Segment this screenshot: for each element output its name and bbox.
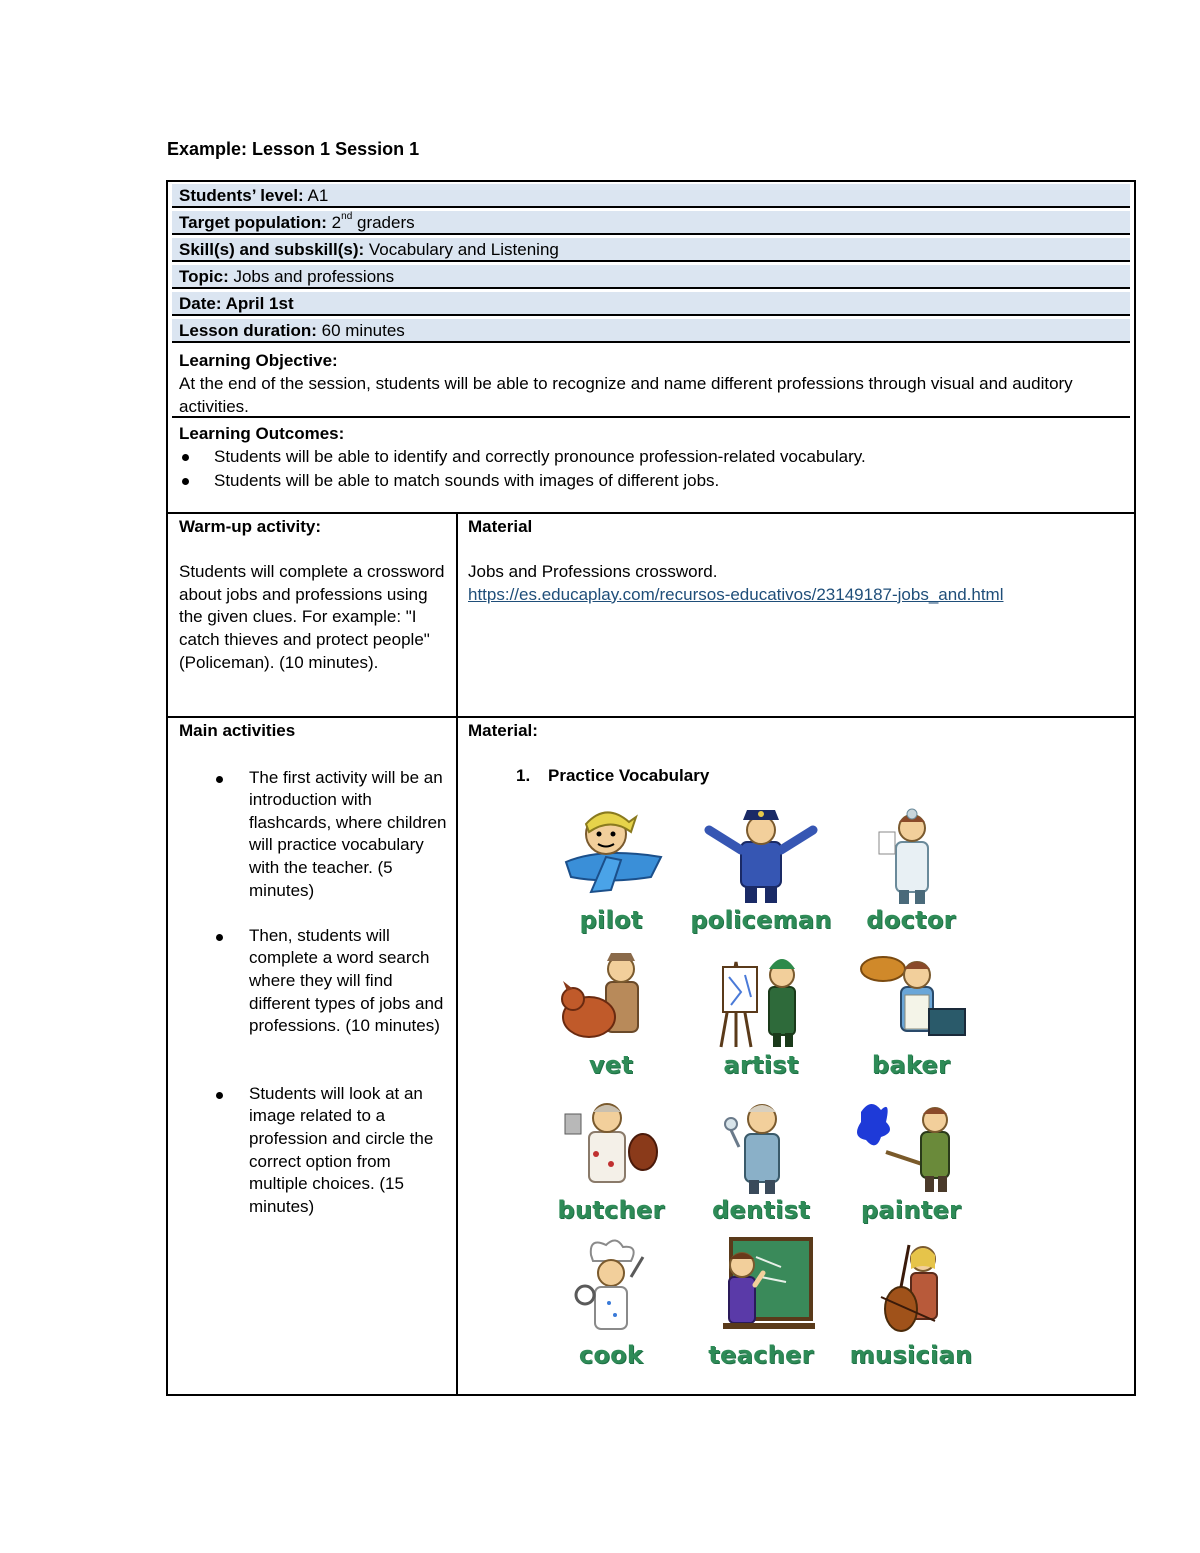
activities-list <box>179 767 451 1219</box>
list-item: Students will be able to identify and correctly pronounce profession-related vocabulary. <box>179 445 1130 469</box>
list-item: The first activity will be an introduction with flashcards, where children will practice vocabulary with the teacher. (5 minutes) <box>179 767 451 903</box>
job-card-painter <box>836 1092 986 1232</box>
job-label: artist <box>723 1051 799 1079</box>
material-heading: Material: <box>468 721 538 740</box>
job-label: musician <box>849 1341 973 1369</box>
painter-illustration-icon <box>851 1092 971 1197</box>
job-card-doctor <box>836 802 986 942</box>
row-date <box>172 292 1130 316</box>
main-material-cell <box>468 720 1128 1390</box>
musician-illustration-icon <box>851 1237 971 1342</box>
material-text: Jobs and Professions crossword. <box>468 562 718 582</box>
job-label: policeman <box>690 906 832 934</box>
dentist-illustration-icon <box>701 1092 821 1197</box>
row-label: Students’ level: <box>179 186 304 205</box>
cook-illustration-icon <box>551 1237 671 1342</box>
artist-illustration-icon <box>701 947 821 1052</box>
job-label: teacher <box>708 1341 814 1369</box>
row-value: 60 minutes <box>316 321 405 340</box>
main-activities-heading: Main activities <box>179 721 296 740</box>
row-value: Jobs and professions <box>228 267 395 286</box>
job-label: baker <box>871 1051 951 1079</box>
column-divider <box>456 512 458 1394</box>
section-heading: Learning Objective: <box>179 351 338 370</box>
section-heading: Learning Outcomes: <box>179 424 345 443</box>
row-value: A1 <box>303 186 329 205</box>
row-label: Lesson duration: <box>179 321 317 340</box>
document-title: Example: Lesson 1 Session 1 <box>167 139 420 159</box>
job-card-artist <box>686 947 836 1087</box>
row-students-level <box>172 184 1130 208</box>
divider <box>168 512 1134 514</box>
job-card-butcher <box>536 1092 686 1232</box>
lesson-plan-table <box>166 180 1136 1396</box>
policeman-illustration-icon <box>701 802 821 907</box>
objective-text: At the end of the session, students will be able to recognize and name different professions through visual and auditory activities. <box>179 374 1073 416</box>
main-activities-cell <box>179 720 451 1218</box>
list-item: Students will look at an image related to a profession and circle the correct option from multiple choices. (15 minutes) <box>179 1083 451 1219</box>
row-value-superscript: nd <box>341 211 353 222</box>
list-item: Then, students will complete a word search where they will find different types of jobs and professions. (10 minutes) <box>179 925 451 1038</box>
pilot-illustration-icon <box>551 802 671 907</box>
numbered-item <box>516 765 709 788</box>
job-label: cook <box>578 1341 644 1369</box>
job-card-pilot <box>536 802 686 942</box>
job-card-cook <box>536 1237 686 1377</box>
learning-objective-section <box>172 349 1130 418</box>
outcomes-list <box>179 445 1130 493</box>
row-label: Skill(s) and subskill(s): <box>179 240 365 259</box>
job-card-musician <box>836 1237 986 1377</box>
warmup-text: Students will complete a crossword about jobs and professions using the given clues. For example: "I catch thieves and protect people" (Policeman). (10 minutes). <box>179 562 445 672</box>
job-card-policeman <box>686 802 836 942</box>
row-label: Date: April 1st <box>179 294 294 313</box>
job-card-dentist <box>686 1092 836 1232</box>
baker-illustration-icon <box>851 947 971 1052</box>
divider <box>168 716 1134 718</box>
learning-outcomes-section <box>172 422 1130 512</box>
doctor-illustration-icon <box>851 802 971 907</box>
job-label: dentist <box>711 1196 811 1224</box>
warmup-cell <box>179 516 451 674</box>
job-label: doctor <box>866 906 956 934</box>
jobs-flashcard-grid <box>536 802 973 1369</box>
job-card-teacher <box>686 1237 836 1377</box>
row-target-population <box>172 211 1130 235</box>
job-label: vet <box>588 1051 634 1079</box>
row-skills <box>172 238 1130 262</box>
list-title: Practice Vocabulary <box>548 766 710 785</box>
material-heading: Material <box>468 517 533 536</box>
vet-illustration-icon <box>551 947 671 1052</box>
list-item: Students will be able to match sounds with images of different jobs. <box>179 469 1130 493</box>
crossword-link[interactable]: https://es.educaplay.com/recursos-educativos/23149187-jobs_and.html <box>468 584 1004 604</box>
row-label: Target population: <box>179 213 327 232</box>
row-lesson-duration <box>172 319 1130 343</box>
row-topic <box>172 265 1130 289</box>
job-label: painter <box>860 1196 962 1224</box>
row-value-suffix: graders <box>352 213 415 232</box>
row-value: Vocabulary and Listening <box>364 240 559 259</box>
teacher-illustration-icon <box>701 1237 821 1342</box>
list-number: 1. <box>516 766 531 785</box>
job-card-vet <box>536 947 686 1087</box>
butcher-illustration-icon <box>551 1092 671 1197</box>
job-label: butcher <box>557 1196 665 1224</box>
warmup-material-cell <box>468 516 1128 606</box>
job-card-baker <box>836 947 986 1087</box>
warmup-heading: Warm-up activity: <box>179 517 322 536</box>
row-value: 2 <box>326 213 342 232</box>
job-label: pilot <box>579 906 643 934</box>
row-label: Topic: <box>179 267 229 286</box>
